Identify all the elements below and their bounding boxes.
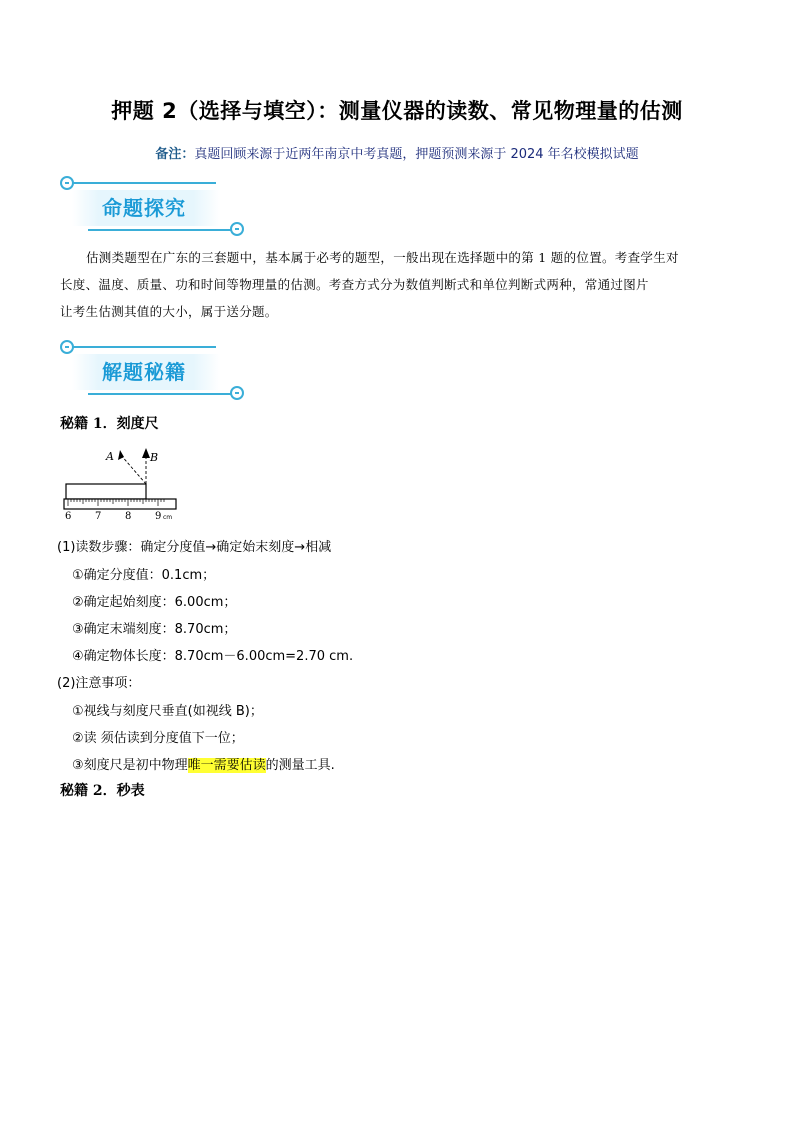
arrow-b-icon [142, 448, 150, 458]
ruler-body [64, 499, 176, 509]
note-label: 备注： [155, 147, 195, 162]
label-b: B [150, 451, 159, 464]
note-line [0, 143, 794, 162]
intro-line: 长度、温度、质量、功和时间等物理量的估测。考查方式分为数值判断式和单位判断式两种，常通过图片 [60, 277, 649, 292]
section-banner-2 [58, 338, 248, 400]
label-a: A [106, 450, 114, 463]
highlighted-text: 唯一需要估读 [187, 758, 266, 773]
banner-circle-icon [60, 340, 74, 354]
tip2-heading: 秘籍 2．秒表 [60, 783, 145, 799]
arrow-a-icon [118, 450, 124, 460]
note-text: ③刻度尺是初中物理 [72, 758, 188, 773]
note-item: ①视线与刻度尺垂直(如视线 B)； [72, 704, 263, 719]
banner-circle-icon [230, 222, 244, 236]
ruler-figure [60, 444, 190, 524]
sight-line-a [120, 454, 146, 484]
banner-line-top [72, 182, 216, 184]
banner-circle-icon [230, 386, 244, 400]
banner-circle-icon [60, 176, 74, 190]
section-title-2: 解题秘籍 [102, 360, 186, 384]
ruler-object [66, 484, 146, 499]
steps-title: (1)读数步骤：确定分度值→确定始末刻度→相减 [57, 540, 332, 555]
banner-line-top [72, 346, 216, 348]
note-text: 真题回顾来源于近两年南京中考真题，押题预测来源于 2024 年名校模拟试题 [194, 147, 639, 162]
note-item: ②读 须估读到分度值下一位； [72, 731, 244, 746]
banner-line-bottom [88, 393, 234, 395]
tip1-heading: 秘籍 1．刻度尺 [60, 416, 159, 432]
intro-line: 让考生估测其值的大小，属于送分题。 [60, 304, 278, 319]
step-item: ③确定末端刻度：8.70cm； [72, 622, 237, 637]
tick-label: 6 [65, 511, 72, 522]
section-banner-1 [58, 174, 248, 236]
tick-label: 8 [125, 511, 132, 522]
section-title-1: 命题探究 [102, 196, 186, 220]
unit-label: cm [163, 514, 173, 521]
step-item: ④确定物体长度：8.70cm－6.00cm=2.70 cm. [72, 649, 354, 664]
tick-label: 9 [155, 511, 162, 522]
banner-line-bottom [88, 229, 234, 231]
step-item: ①确定分度值：0.1cm； [72, 568, 216, 583]
tick-label: 7 [95, 511, 102, 522]
step-item: ②确定起始刻度：6.00cm； [72, 595, 237, 610]
page-title: 押题 2（选择与填空）：测量仪器的读数、常见物理量的估测 [111, 99, 683, 123]
intro-line: 估测类题型在广东的三套题中，基本属于必考的题型，一般出现在选择题中的第 1 题的位置。考查学生对 [86, 250, 679, 265]
note-item-3 [72, 754, 335, 773]
notes-title: (2)注意事项： [57, 676, 141, 691]
note-text: 的测量工具. [265, 758, 335, 773]
intro-paragraph [60, 244, 738, 325]
